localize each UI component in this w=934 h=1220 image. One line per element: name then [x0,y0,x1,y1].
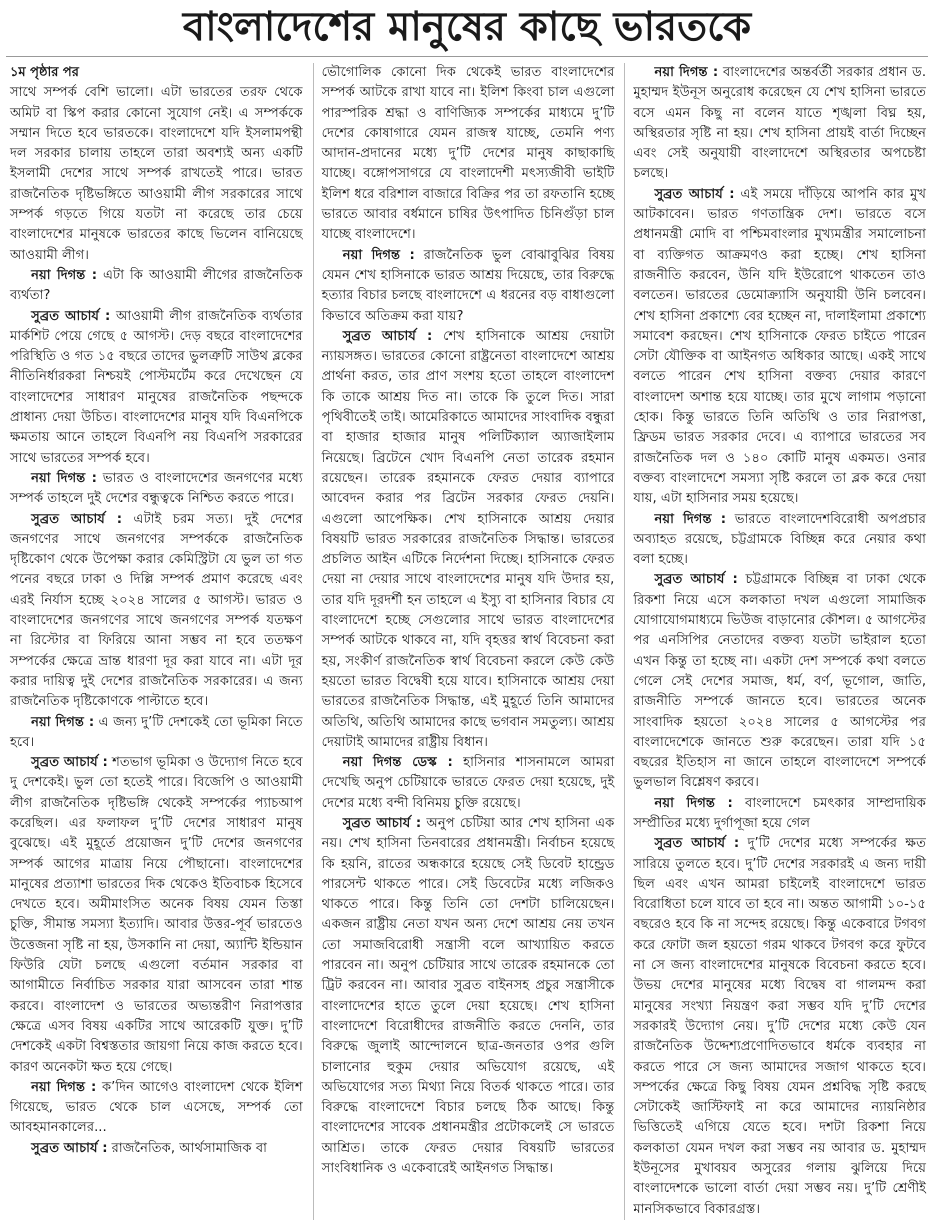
paragraph-text: আওয়ামী লীগ রাজনৈতিক ব্যর্থতার মার্কশিট পেয়ে গেছে ৫ আগস্ট। দেড় বছরে বাংলাদেশের পরিস্থিতি ও গত ১৫ বছরে তাদের ভুলত্রুটি সাউথ ব্লকের নীতিনির্ধারকরা নিশ্চয়ই পোস্টমর্টেম করে দেখেছেন যে বাংলাদেশের সাধারণ মানুষের রাজনৈতিক পছন্দকে প্রাধান্য দেয়া উচিত। বাংলাদেশের মানুষ যদি বিএনপিকে ক্ষমতায় আনে তাহলে বিএনপি নয় বিএনপি সরকারের সাথে ভারতের সম্পর্ক হবে। [10,308,303,466]
paragraph-text: ক’দিন আগেও বাংলাদেশ থেকে ইলিশ গিয়েছে, ভারত থেকে চাল এসেছে, সম্পর্ক তো আবহমানকালের... [10,1079,303,1136]
paragraph-text: অনুপ চেটিয়া আর শেখ হাসিনা এক নয়। শেখ হাসিনা তিনবারের প্রধানমন্ত্রী। নির্বাচন হয়েছে কি হয়নি, রাতের অন্ধকারে হয়েছে সেই ডিবেট হান্ড্রেড পারসেন্ট থাকতে পারে। সেই ডিবেটের মধ্যে লজিকও থাকতে পারে। কিন্তু তিনি তো দেশটা চালিয়েছেন। একজন রাষ্ট্রীয় নেতা যখন অন্য দেশে আশ্রয় নেয় তখন তো সমাজবিরোধী সন্ত্রাসী বলে আখ্যায়িত করতে পারবেন না। অনুপ চেটিয়ার সাথে তারেক রহমানকে তো ট্রিট করবেন না। আবার সুব্রত বাইনসহ প্রচুর সন্ত্রাসীকে বাংলাদেশের হাতে তুলে দেয়া হয়েছে। শেখ হাসিনা বাংলাদেশে বিরোধীদের রাজনীতি করতে দেননি, তার বিরুদ্ধে জুলাই আন্দোলনে ছাত্র-জনতার ওপর গুলি চালানোর হুকুম দেয়ার অভিযোগ রয়েছে, এই অভিযোগের সত্য মিথ্যা নিয়ে বিতর্ক থাকতে পারে। তার বিরুদ্ধে বাংলাদেশে বিচার চলছে ঠিক আছে। কিন্তু বাংলাদেশের সাবেক প্রধানমন্ত্রীর প্রটোকলেই সে ভারতে আশ্রিত। তাকে ফেরত দেয়ার বিষয়টি ভারতের সাংবিধানিক ও একেবারেই আইনগত সিদ্ধান্ত। [321,815,615,1177]
speaker-label: নয়া দিগন্ত : [31,1079,97,1095]
speaker-label: সুব্রত আচার্য : [31,1140,108,1156]
paragraph [10,713,303,754]
paragraph-text: ভৌগোলিক কোনো দিক থেকেই ভারত বাংলাদেশের সম্পর্ক আটকে রাখা যাবে না। ইলিশ কিংবা চাল এগুলো পারস্পরিক শ্রদ্ধা ও বাণিজ্যিক সম্পর্কের মাধ্যমে দু’টি দেশের কোষাগারে যেমন রাজস্ব যাচ্ছে, তেমনি পণ্য আদান-প্রদানের মধ্যে দু’টি দেশের মানুষ কাছাকাছি যাচ্ছে। বঙ্গোপসাগরে যে বাংলাদেশী মৎস্যজীবী ভাইটি ইলিশ ধরে বরিশাল বাজারে বিক্রির পর তা রফতানি হচ্ছে ভারতে আবার বর্ধমানে চাষির উৎপাদিত চিনিগুঁড়া চাল যাচ্ছে বাংলাদেশে। [321,65,615,243]
paragraph [322,246,615,327]
paragraph [10,83,303,266]
paragraph [322,753,615,814]
paragraph-text: রাজনৈতিক, আর্থসামাজিক বা [107,1140,268,1156]
paragraph-text: সাথে সম্পর্ক বেশি ভালো। এটা ভারতের তরফ থেকে অমিট বা স্কিপ করার কোনো সুযোগ নেই। এ সম্পর্ককে সম্মান দিতে হবে ভারতকে। বাংলাদেশে যদি ইসলামপন্থী দল সরকার চালায় তাহলে তারা অবশ্যই অন্য একটি ইসলামী দেশের সাথে সম্পর্ক রাখতেই পারে। ভারত রাজনৈতিক দৃষ্টিভঙ্গিতে আওয়ামী লীগ সরকারের সাথে সম্পর্ক গড়তে গিয়ে যতটা না করেছে তার চেয়ে বাংলাদেশের মানুষকে ভারতের কাছে ভিলেন বানিয়েছে আওয়ামী লীগ। [10,85,303,263]
speaker-label: নয়া দিগন্ত : [654,795,733,811]
paragraph [10,1139,303,1159]
headline: বাংলাদেশের মানুষের কাছে ভারতকে [6,0,928,57]
speaker-label: নয়া দিগন্ত : [654,511,726,527]
paragraph [10,307,303,469]
paragraph [10,753,303,1078]
paragraph [322,814,615,1179]
speaker-label: সুব্রত আচার্য : [31,511,123,527]
speaker-label: সুব্রত আচার্য : [342,815,422,831]
speaker-label: নয়া দিগন্ত : [654,65,719,80]
paragraph-text: বাংলাদেশের অন্তর্বর্তী সরকার প্রধান ড. মুহাম্মদ ইউনূস অনুরোধ করেছেন যে শেখ হাসিনা ভারতে বসে এমন কিছু না বলেন যাতে শৃঙ্খলা বিঘ্ন হয়, অস্থিরতার সৃষ্টি না হয়। শেখ হাসিনা প্রায়ই বার্তা দিচ্ছেন এবং সেই অনুযায়ী বাংলাদেশে অস্থিরতার অপচেষ্টা চলছে। [633,65,927,182]
paragraph [633,63,926,185]
paragraph [633,185,926,510]
paragraph-text: শেখ হাসিনাকে আশ্রয় দেয়াটা ন্যায়সঙ্গত। ভারতের কোনো রাষ্ট্রনেতা বাংলাদেশে আশ্রয় প্রার্থনা করত, তার প্রাণ সংশয় হতো তাহলে বাংলাদেশ কি তাকে আশ্রয় দিত না। তাকে কি তুলে দিত। সারা পৃথিবীতেই তাই। আমেরিকাতে আমাদের সাংবাদিক বন্ধুরা বা হাজার হাজার মানুষ পলিটিক্যাল অ্যাজাইলাম নিয়েছে। ব্রিটেনে খোদ বিএনপি নেতা তারেক রহমান রয়েছেন। তারেক রহমানকে ফেরত দেয়ার ব্যাপারে আবেদন করার পর ব্রিটেন সরকার ফেরত দেয়নি। এগুলো আপেক্ষিক। শেখ হাসিনাকে আশ্রয় দেয়ার বিষয়টি ভারত সরকারের রাজনৈতিক সিদ্ধান্ত। ভারতের প্রচলিত আইন এটিকে নির্দেশনা দিচ্ছে। হাসিনাকে ফেরত দেয়া না দেয়ার সাথে বাংলাদেশের মানুষ যদি উদার হয়, তার যদি দূরদর্শী হন তাহলে এ ইস্যু বা হাসিনার বিচার যে বাংলাদেশে হচ্ছে সেগুলোর সাথে ভারত বাংলাদেশের সম্পর্ক আটকে থাকবে না, যদি বৃহত্তর স্বার্থ বিবেচনা করা হয়, সংকীর্ণ রাজনৈতিক স্বার্থ বিবেচনা করলে কেউ কেউ হয়তো ভারত বিদ্বেষী হয়ে যাবে। হাসিনাকে আশ্রয় দেয়া ভারতের রাজনৈতিক সিদ্ধান্ত, এই মুহূর্তে তিনি আমাদের অতিথি, অতিথি আমাদের কাছে ভগবান সমতুল্য। আশ্রয় দেয়াটাই আমাদের রাষ্ট্রীয় বিধান। [321,328,615,750]
continued-from-label: ১ম পৃষ্ঠার পর [10,65,79,80]
paragraph [10,266,303,307]
paragraph-text: ভারতে বাংলাদেশবিরোধী অপপ্রচার অব্যাহত রয়েছে, চট্টগ্রামকে বিচ্ছিন্ন করে নেয়ার কথা বলা হচ্ছে। [633,511,927,568]
paragraph-text: চট্টগ্রামকে বিচ্ছিন্ন বা ঢাকা থেকে রিকশা নিয়ে এসে কলকাতা দখল এগুলো সামাজিক যোগাযোগমাধ্যমে ভিউজ বাড়ানোর কৌশল। ৫ আগস্টের পর এনসিপির নেতাদের বক্তব্য যতটা ভাইরাল হতো এখন কিন্তু তা হচ্ছে না। একটা দেশ সম্পর্কে কথা বলতে গেলে সেই দেশের সমাজ, ধর্ম, বর্ণ, ভূগোল, জাতি, রাজনীতি সম্পর্কে জানতে হবে। ভারতের অনেক সাংবাদিক হয়তো ২০২৪ সালের ৫ আগস্টের পর বাংলাদেশেকে জানতে শুরু করেছেন। তারা যদি ১৫ বছরের ইতিহাস না জানে তাহলে বাংলাদেশে সম্পর্কে ভুলভাল বিশ্লেষণ করবে। [633,572,927,791]
speaker-label: সুব্রত আচার্য : [342,328,433,344]
paragraph [633,570,926,793]
speaker-label: সুব্রত আচার্য : [31,755,108,771]
paragraph [322,327,615,753]
column-2 [313,63,615,1220]
speaker-label: সুব্রত আচার্য : [654,836,740,852]
column-3 [624,63,926,1220]
paragraph-text: এটাই চরম সত্য। দুই দেশের জনগণের সাথে জনগণের সম্পর্ককে রাজনৈতিক দৃষ্টিকোণ থেকে উপেক্ষা করার কেমিস্ট্রিটা যে ভুল তা গত পনের বছরে ঢাকা ও দিল্লি সম্পর্ক প্রমাণ করেছে এবং এরই নির্যাস হচ্ছে ২০২৪ সালের ৫ আগস্ট। ভারত ও বাংলাদেশের জনগণের সাথে জনগণের সম্পর্ক যতক্ষণ না রিস্টোর বা ফিরিয়ে আনা সম্ভব না হবে ততক্ষণ সম্পর্কের ক্ষেত্রে ভ্রান্ত ধারণা দূর করা যাবে না। এটা দূর করার দায়িত্ব দুই দেশের রাজনৈতিক সরকারের। এ জন্য রাজনৈতিক দৃষ্টিকোণকে পাল্টাতে হবে। [10,511,303,710]
paragraph [633,510,926,571]
speaker-label: নয়া দিগন্ত : [342,247,415,263]
paragraph-text: বাংলাদেশে চমৎকার সাম্প্রদায়িক সম্প্রীতির মধ্যে দুর্গাপূজা হয়ে গেল [633,795,927,831]
speaker-label: নয়া দিগন্ত : [31,470,97,486]
speaker-label: নয়া দিগন্ত ডেস্ক : [342,755,453,771]
speaker-label: সুব্রত আচার্য : [654,186,735,202]
speaker-label: সুব্রত আচার্য : [31,308,111,324]
paragraph-text: এই সময়ে দাঁড়িয়ে আপনি কার মুখ আটকাবেন। ভারত গণতান্ত্রিক দেশ। ভারতে বসে প্রধানমন্ত্রী মোদি বা পশ্চিমবাংলার মুখ্যমন্ত্রীর সমালোচনা বা ব্যক্তিগত আক্রমণও করা হচ্ছে। শেখ হাসিনা রাজনীতি করবেন, উনি যদি ইউরোপে থাকতেন তাও বলতেন। ভারতের ডেমোক্র্যাসি অনুযায়ী উনি চলবেন। শেখ হাসিনা প্রকাশ্যে বের হচ্ছেন না, দালাইলামা প্রকাশ্যে সমাবেশ করছেন। শেখ হাসিনাকে ফেরত চাইতে পারেন সেটা যৌক্তিক বা আইনগত অধিকার আছে। একই সাথে বলতে পারেন শেখ হাসিনা বক্তব্য দেয়ার কারণে বাংলাদেশ অশান্ত হয়ে যাচ্ছে। তার মুখে লাগাম পড়ানো হোক। কিন্তু ভারতে তিনি অতিথি ও তার নিরাপত্তা, ফ্রিডম ভারত সরকার দেবে। এ ব্যাপারে ভারতের সব রাজনৈতিক দল ও ১৪০ কোটি মানুষ একমত। ওনার বক্তব্য বাংলাদেশে সমস্যা সৃষ্টি করলে তা ব্লক করে দেয়া যায়, এটা হাসিনার সময় হয়েছে। [633,186,927,507]
paragraph-text: রাজনৈতিক ভুল বোঝাবুঝির বিষয় যেমন শেখ হাসিনাকে ভারত আশ্রয় দিয়েছে, তার বিরুদ্ধে হত্যার বিচার চলছে বাংলাদেশে এ ধরনের বড় বাধাগুলো কিভাবে অতিক্রম করা যায়? [321,247,615,324]
article-body [0,57,934,1220]
paragraph-text: এ জন্য দু’টি দেশকেই তো ভূমিকা নিতে হবে। [10,714,303,750]
speaker-label: নয়া দিগন্ত : [31,267,98,283]
paragraph [10,1078,303,1139]
paragraph-text: ভারত ও বাংলাদেশের জনগণের মধ্যে সম্পর্ক তাহলে দুই দেশের বন্ধুত্বকে নিশ্চিত করতে পারে। [10,470,303,507]
paragraph-text: শতভাগ ভূমিকা ও উদ্যোগ নিতে হবে দু দেশকেই। ভুল তো হতেই পারে। বিজেপি ও আওয়ামী লীগ রাজনৈতিক দৃষ্টিভঙ্গি থেকেই সম্পর্কের প্যাচআপ করেছিল। এর ফলাফল দু’টি দেশের সাধারণ মানুষ বুঝেছে। এই মুহূর্তে প্রয়োজন দু’টি দেশের জনগণের সম্পর্ক আগের মাত্রায় নিয়ে পৌছানো। বাংলাদেশের মানুষের প্রত্যাশা ভারতের দিক থেকেও ইতিবাচক হিসেবে দেখতে হবে। অমীমাংসিত অনেক বিষয় যেমন তিস্তা চুক্তি, সীমান্ত সমস্যা ইত্যাদি। আবার উত্তর-পূর্ব ভারতেও উত্তেজনা সৃষ্টি না হয়, উসকানি না দেয়া, অ্যান্টি ইন্ডিয়ান ফিউরি যেটা চলছে এগুলো বর্তমান সরকার বা আগামীতে নির্বাচিত সরকার যারা আসবেন তারা শান্ত করবে। বাংলাদেশ ও ভারতের অভ্যন্তরীণ নিরাপত্তার ক্ষেত্রে এসব বিষয় একটির সাথে আরেকটি যুক্ত। দু’টি দেশকেই একটা বিশ্বস্ততার জায়গা নিয়ে কাজ করতে হবে। কারণ অনেকটা ক্ষত হয়ে গেছে। [10,755,303,1075]
paragraph [322,63,615,246]
speaker-label: নয়া দিগন্ত : [31,714,95,730]
column-1 [10,63,303,1220]
paragraph [10,469,303,510]
paragraph-text: দু’টি দেশের মধ্যে সম্পর্কের ক্ষত সারিয়ে তুলতে হবে। দু’টি দেশের সরকারই এ জন্য দায়ী ছিল এবং এখন আমরা চাইলেই বাংলাদেশে ভারত বিরোধিতা চলে যাবে তা হবে না। অন্তত আগামী ১০-১৫ বছরেও হবে কি না সন্দেহ রয়েছে। কিন্তু একেবারে টগবগ করে ফোটা জল হয়তো গরম থাকবে টগবগ করে ফুটবে না সে জন্য বাংলাদেশের মানুষকে বিবেচনা করতে হবে। উভয় দেশের মানুষের মধ্যে বিদ্বেষ বা গালমন্দ করা মানুষের সংখ্যা নিয়ন্ত্রণ করা সম্ভব যদি দু’টি দেশের সরকারই উদ্যোগ নেয়। দু’টি দেশের মধ্যে কেউ যেন রাজনৈতিক উদ্দেশ্যপ্রণোদিতভাবে ধর্মকে ব্যবহার না করতে পারে সে জন্য আমাদের সজাগ থাকতে হবে। সম্পর্কের ক্ষেত্রে কিছু বিষয় যেমন প্রশ্নবিদ্ধ সৃষ্টি করছে সেটাকেই জাস্টিফাই না করে আমাদের ন্যায়নিষ্ঠার ভিত্তিতেই এগিয়ে যেতে হবে। দশটা রিকশা নিয়ে কলকাতা যেমন দখল করা সম্ভব নয় আবার ড. মুহাম্মদ ইউনূসের মুখাবয়ব অসুরের গলায় ঝুলিয়ে দিয়ে বাংলাদেশকে ভালো বার্তা দেয়া সম্ভব নয়। দু’টি শ্রেণীই মানসিকভাবে বিকারগ্রস্ত। [633,836,927,1217]
paragraph [633,794,926,835]
paragraph-text: হাসিনার শাসনামলে আমরা দেখেছি অনুপ চেটিয়াকে ভারতে ফেরত দেয়া হয়েছে, দুই দেশের মধ্যে বন্দী বিনিময় চুক্তি রয়েছে। [321,755,615,811]
speaker-label: সুব্রত আচার্য : [654,572,738,588]
paragraph [633,834,926,1220]
paragraph [10,510,303,713]
paragraph-text: এটা কি আওয়ামী লীগের রাজনৈতিক ব্যর্থতা? [10,267,303,304]
